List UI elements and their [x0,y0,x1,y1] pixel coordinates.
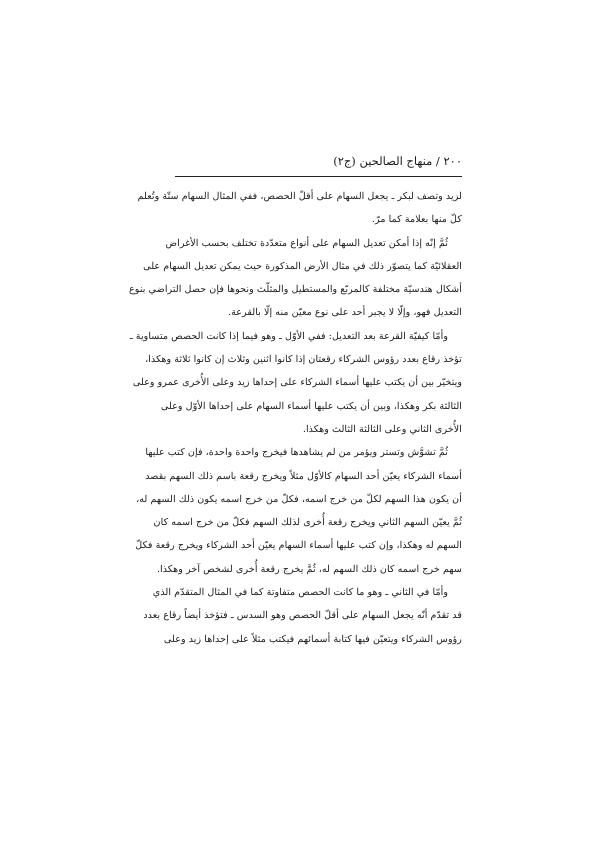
text-line: ثُمَّ تشوَّش وتستر ويؤمر من لم يشاهدها فيخرج واحدة واحدة، فإن كتب عليها [145,447,448,459]
body-text [129,185,462,651]
text-line: تؤخذ رقاع بعدد رؤوس الشركاء رقعتان إذا كانوا اثنين وثلاث إن كانوا ثلاثة وهكذا، [145,354,462,366]
text-line: رؤوس الشركاء ويتعيّن فيها كتابة أسمائهم فيكتب مثلاً على إحداها زيد وعلى [163,633,462,645]
running-header: ٢٠٠ / منهاج الصالحين (ج٢) [333,154,462,168]
text-line: السهم له وهكذا، وإن كتب عليها أسماء السهام يعيّن أحد الشركاء ويخرج رقعة فكلّ [135,540,462,552]
text-line: ثُمَّ يعيّن السهم الثاني ويخرج رقعة أُخرى لذلك السهم فكلّ من خرج اسمه كان [153,517,462,529]
text-line: أشكال هندسيّة مختلفة كالمربّع والمستطيل والمثلّث ونحوها فإن حصل التراضي بنوع [129,284,462,296]
header-rule [175,176,462,177]
text-line: كلّ منها بعلامة كما مرّ. [371,214,462,226]
text-line: الأُخرى الثاني وعلى الثالثة الثالث وهكذا. [302,423,462,435]
text-line: ويتخيّر بين أن يكتب عليها أسماء الشركاء على إحداها زيد وعلى الأُخرى عمرو وعلى [132,377,462,389]
text-line: لزيد وتصف لبكر ـ يجعل السهام على أقلّ الحصص، ففي المثال السهام ستّة وتُعلم [137,191,462,202]
text-line: الثالثة بكر وهكذا، وبين أن يكتب عليها أسماء السهام على إحداها الأوّل وعلى [160,400,462,412]
text-line: وأمّا في الثاني ـ وهو ما كانت الحصص متفاوتة كما في المثال المتقدّم الذي [152,587,448,599]
text-line: التعديل فهو، وإلّا لا يجبر أحد على نوع معيّن منه إلّا بالقرعة. [228,307,462,319]
text-line: ثُمَّ إنّه إذا أمكن تعديل السهام على أنواع متعدّدة تختلف بحسب الأغراض [165,237,448,249]
text-line: أن يكون هذا السهم لكلّ من خرج اسمه، فكلّ من خرج اسمه يكون ذلك السهم له، [136,493,462,505]
text-line: العقلائيّة كما يتصوّر ذلك في مثال الأرض المذكورة حيث يمكن تعديل السهام على [143,260,462,272]
text-line: قد تقدّم أنّه يجعل السهام على أقلّ الحصص وهو السدس ـ فتؤخذ أيضاً رقاع بعدد [143,610,462,622]
text-line: وأمّا كيفيّة القرعة بعد التعديل: ففي الأوّل ـ وهو فيما إذا كانت الحصص متساوية ـ [129,330,448,342]
text-line: أسماء الشركاء يعيّن أحد السهام كالأوّل مثلاً ويخرج رقعة باسم ذلك السهم بقصد [145,470,462,482]
text-line: سهم خرج اسمه كان ذلك السهم له، ثُمَّ يخرج رقعة أُخرى لشخص آخر وهكذا. [156,563,462,575]
